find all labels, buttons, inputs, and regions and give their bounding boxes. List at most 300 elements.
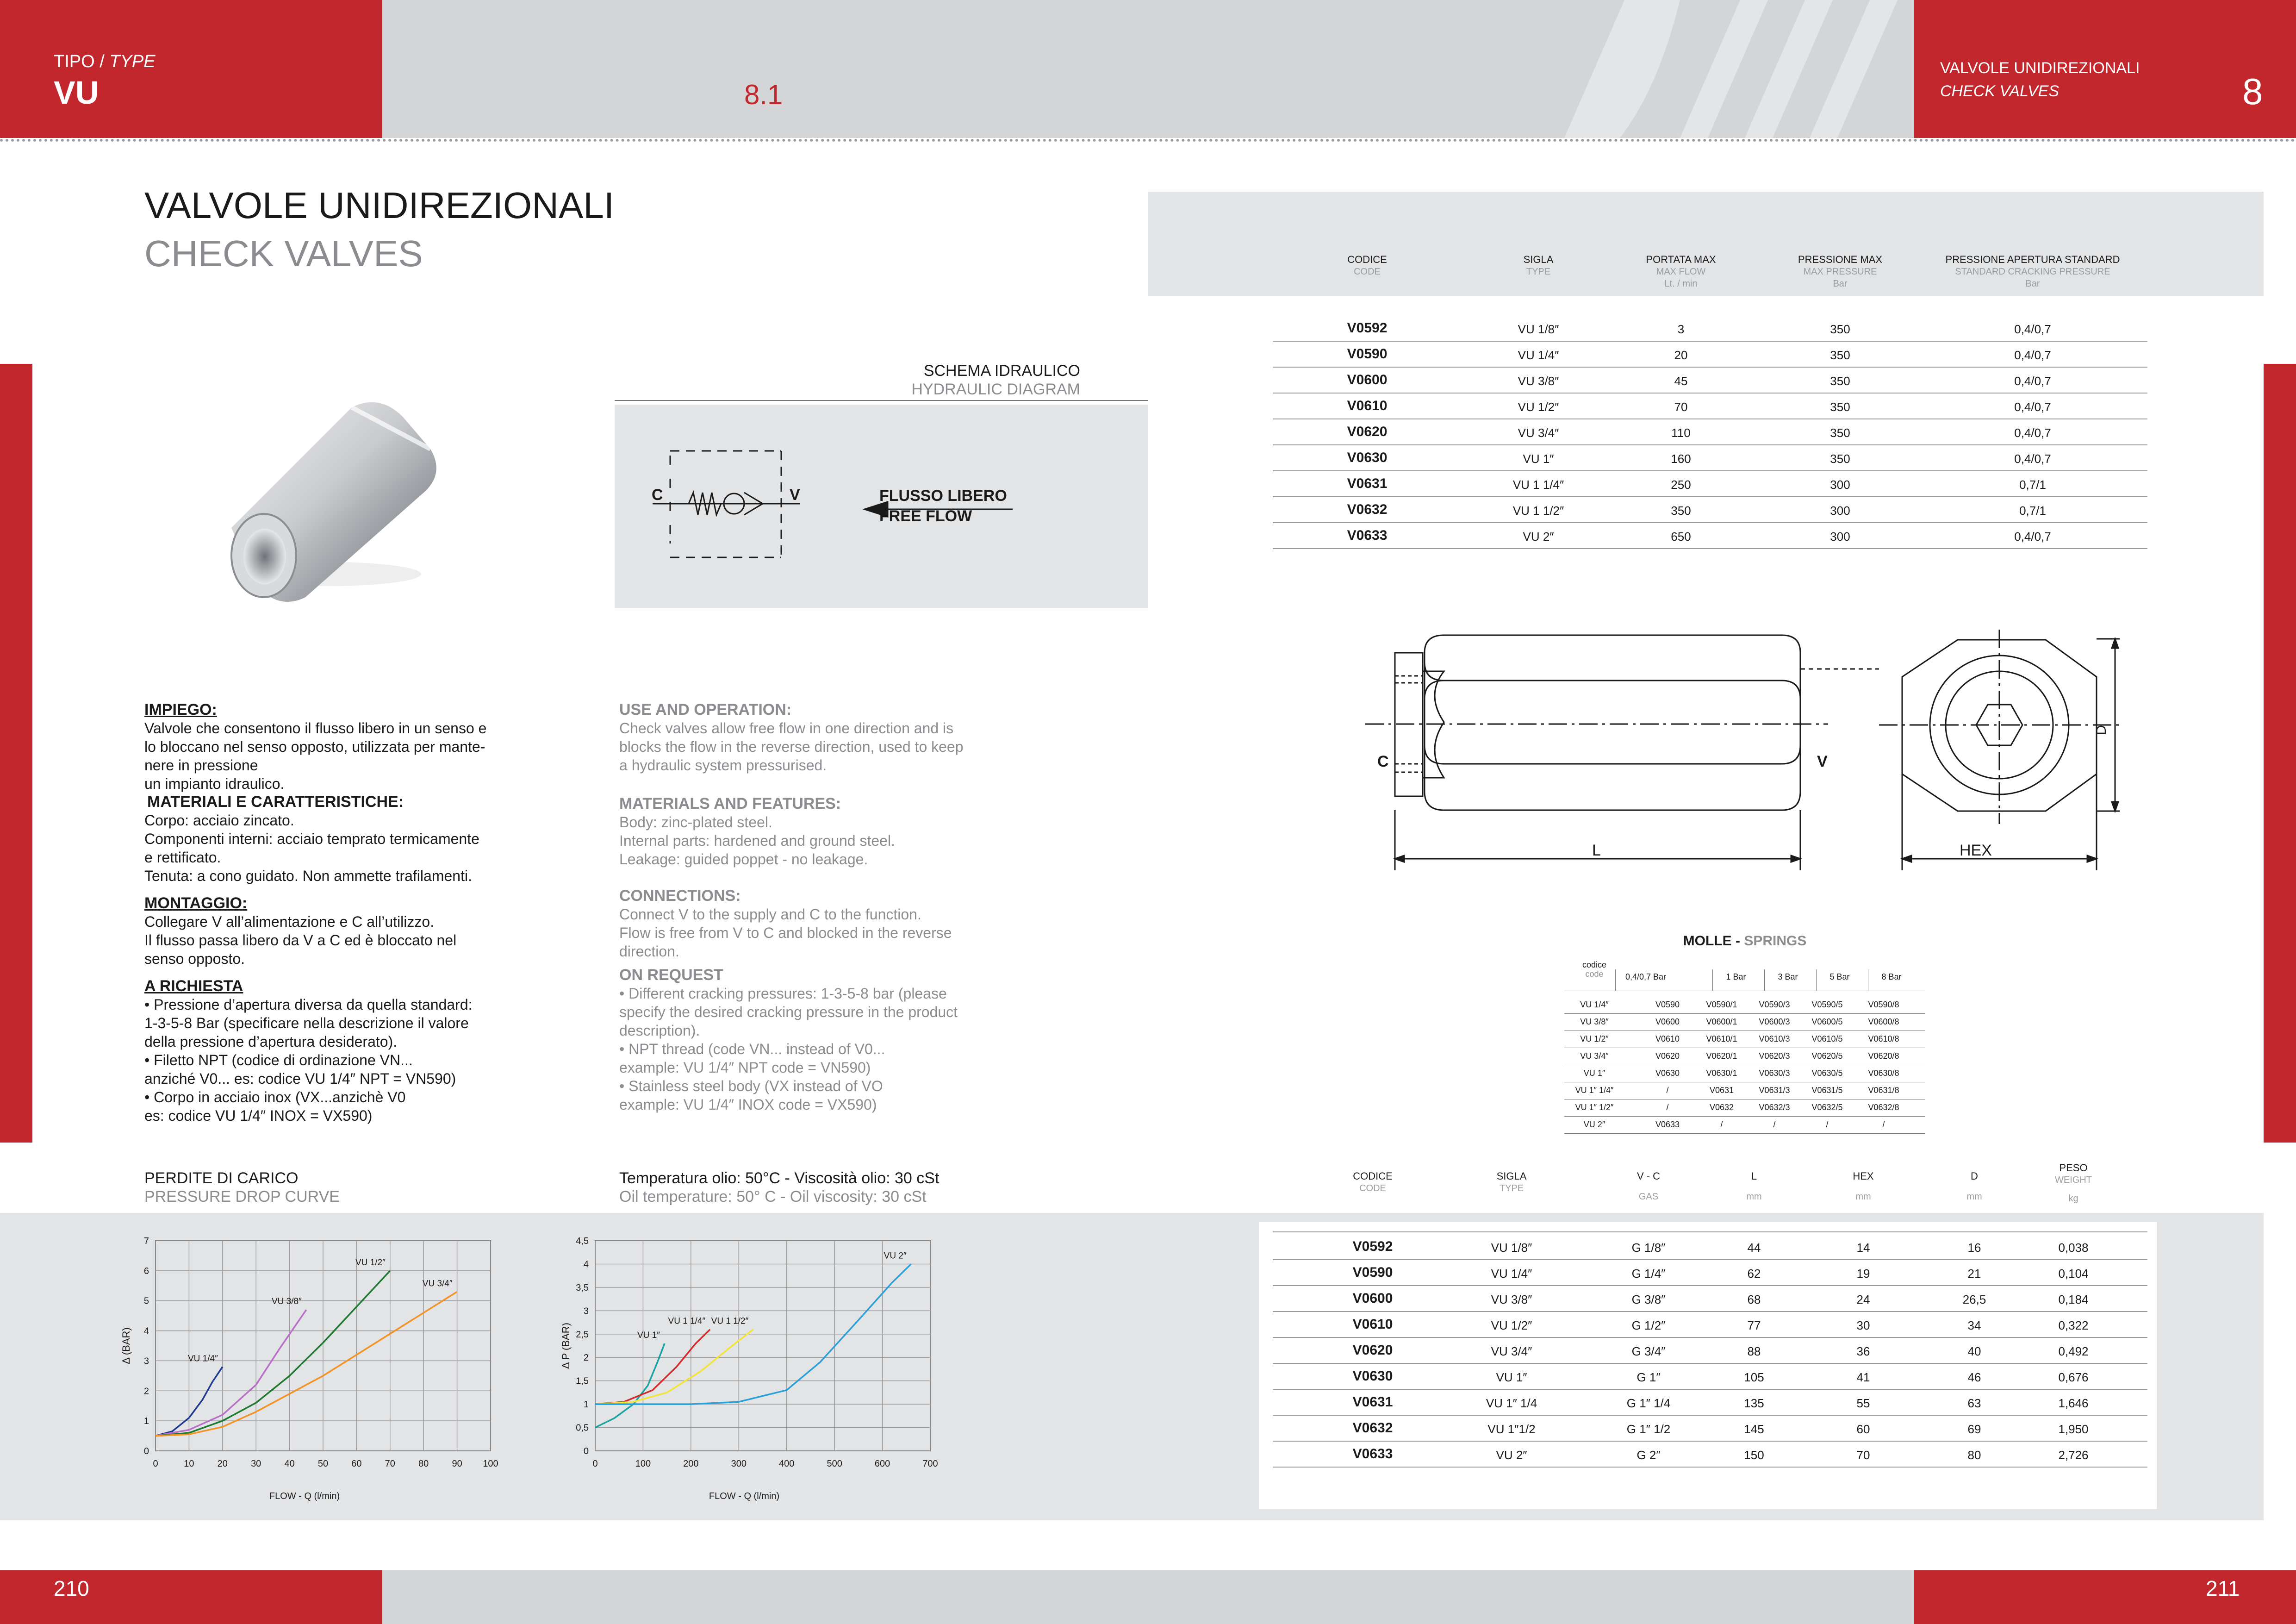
- springs-col-header: 3 Bar: [1764, 969, 1811, 991]
- connections-line-1: Connect V to the supply and C to the function.: [619, 906, 921, 923]
- dim-table-cell: 40: [1967, 1344, 1981, 1358]
- table-cell: VU 1/4″: [1518, 348, 1559, 362]
- dim-table-cell: 135: [1744, 1396, 1764, 1410]
- text-block-en: [619, 701, 1027, 1114]
- dim-table-cell: VU 1/8″: [1491, 1241, 1532, 1255]
- springs-cell: V0632/5: [1811, 1103, 1843, 1112]
- impiego-line-4: un impianto idraulico.: [144, 775, 285, 792]
- series-label: VU 3/4″: [422, 1279, 453, 1289]
- dim-col-header-code: CODICE CODE: [1353, 1170, 1393, 1193]
- materiali-line-1: Corpo: acciaio zincato.: [144, 812, 294, 829]
- dim-table-cell: 16: [1967, 1241, 1981, 1255]
- x-tick-label: 60: [351, 1459, 362, 1469]
- y-tick-label: 3: [143, 1356, 149, 1367]
- page-title-en: CHECK VALVES: [144, 233, 423, 274]
- use-line-2: blocks the flow in the reverse direction, used to keep: [619, 738, 964, 755]
- springs-cell: V0600/5: [1811, 1017, 1843, 1026]
- series-line: [595, 1330, 753, 1404]
- dim-table-cell: 0,038: [2058, 1241, 2089, 1255]
- springs-cell: V0610/1: [1706, 1034, 1737, 1043]
- springs-cell: V0630: [1655, 1068, 1680, 1078]
- dim-table-top-rule: [1273, 1231, 2147, 1232]
- dim-table-cell: 19: [1856, 1267, 1870, 1280]
- y-tick-label: 6: [143, 1266, 149, 1276]
- dim-col-header-weight: PESO WEIGHT kg: [2055, 1162, 2092, 1204]
- impiego-heading: IMPIEGO:: [144, 701, 217, 718]
- springs-cell: V0620: [1655, 1051, 1680, 1061]
- onrequest-heading: ON REQUEST: [619, 966, 723, 984]
- dim-table-cell: 0,184: [2058, 1293, 2089, 1306]
- springs-cell: VU 1″ 1/4″: [1575, 1086, 1614, 1095]
- materials-line-2: Internal parts: hardened and ground steel.: [619, 832, 895, 849]
- x-tick-label: 40: [284, 1459, 295, 1469]
- dim-table-cell: 0,676: [2058, 1370, 2089, 1384]
- dim-table-cell: 69: [1967, 1422, 1981, 1436]
- right-side-bar: [2264, 364, 2296, 1143]
- table-cell: VU 1 1/2″: [1512, 504, 1564, 518]
- springs-col0-header: codice code: [1582, 960, 1607, 979]
- onrequest-line-7: example: VU 1/4″ INOX code = VX590): [619, 1096, 877, 1113]
- dim-table-cell: G 1/2″: [1631, 1318, 1666, 1332]
- springs-cell: V0632/8: [1868, 1103, 1899, 1112]
- springs-cell: V0630/1: [1706, 1068, 1737, 1078]
- springs-cell: V0590/5: [1811, 1000, 1843, 1009]
- diagram-divider: [615, 400, 1148, 401]
- y-tick-label: 0,5: [576, 1423, 589, 1433]
- table-cell: 250: [1671, 478, 1691, 492]
- dim-table-cell: 0,492: [2058, 1344, 2089, 1358]
- dim-col-header-type: SIGLA TYPE: [1496, 1170, 1527, 1193]
- dim-table-cell: 1,950: [2058, 1422, 2089, 1436]
- springs-cell: V0610/5: [1811, 1034, 1843, 1043]
- y-tick-label: 2: [583, 1353, 589, 1363]
- table-row: [1273, 315, 2147, 342]
- springs-title: [1564, 933, 1925, 949]
- y-tick-label: 4,5: [576, 1236, 589, 1246]
- series-label: VU 1 1/4″: [668, 1316, 706, 1326]
- y-tick-label: 7: [143, 1236, 149, 1246]
- table-cell: 0,4/0,7: [2014, 426, 2051, 440]
- table-cell: VU 1 1/4″: [1512, 478, 1564, 492]
- dim-cell-code: V0631: [1352, 1394, 1393, 1410]
- section-number: 8.1: [744, 79, 783, 110]
- y-tick-label: 1,5: [576, 1376, 589, 1387]
- x-axis-label: FLOW - Q (l/min): [269, 1491, 340, 1501]
- connections-line-3: direction.: [619, 943, 679, 960]
- type-label-it: TIPO /: [54, 52, 105, 71]
- table-cell: 300: [1830, 478, 1850, 492]
- springs-cell: VU 3/4″: [1580, 1051, 1609, 1061]
- cell-code: V0610: [1347, 398, 1388, 413]
- springs-cell: VU 1″ 1/2″: [1575, 1103, 1614, 1112]
- springs-title-it: MOLLE -: [1683, 933, 1744, 949]
- chapter-number: 8: [2242, 71, 2263, 112]
- dim-table-cell: 68: [1747, 1293, 1761, 1306]
- dim-table-cell: 30: [1856, 1318, 1870, 1332]
- table-cell: VU 3/4″: [1518, 426, 1559, 440]
- col-header-type: SIGLA TYPE: [1523, 254, 1554, 277]
- dim-table-cell: 105: [1744, 1370, 1764, 1384]
- table-row: [1273, 470, 2147, 497]
- series-label: VU 1″: [637, 1330, 660, 1340]
- dim-table-cell: G 2″: [1636, 1448, 1661, 1462]
- table-cell: 350: [1830, 374, 1850, 388]
- table-cell: 0,7/1: [2019, 504, 2046, 518]
- x-tick-label: 0: [592, 1459, 598, 1469]
- series-label: VU 1 1/2″: [711, 1316, 749, 1326]
- springs-cell: /: [1666, 1103, 1669, 1112]
- dim-col-header-l: L mm: [1746, 1170, 1762, 1202]
- springs-row: [1564, 1116, 1925, 1134]
- technical-drawing: [1365, 625, 2134, 870]
- materials-line-1: Body: zinc-plated steel.: [619, 814, 772, 831]
- table-cell: 110: [1671, 426, 1691, 440]
- springs-cell: V0630/8: [1868, 1068, 1899, 1078]
- x-tick-label: 700: [922, 1459, 938, 1469]
- onrequest-line-6: • Stainless steel body (VX instead of VO: [619, 1078, 883, 1094]
- table-cell: 0,4/0,7: [2014, 400, 2051, 414]
- cell-code: V0632: [1347, 502, 1388, 517]
- springs-col-header: 8 Bar: [1868, 969, 1915, 991]
- y-tick-label: 1: [143, 1416, 149, 1427]
- dim-col-header-hex: HEX mm: [1853, 1170, 1874, 1202]
- use-line-3: a hydraulic system pressurised.: [619, 757, 827, 774]
- springs-cell: V0632: [1709, 1103, 1734, 1112]
- table-cell: 0,4/0,7: [2014, 530, 2051, 543]
- col-header-code: CODICE CODE: [1347, 254, 1387, 277]
- richiesta-line-6: • Corpo in acciaio inox (VX...anzichè V0: [144, 1089, 406, 1106]
- springs-cell: V0620/1: [1706, 1051, 1737, 1061]
- table-cell: VU 1/2″: [1518, 400, 1559, 414]
- materiali-heading: MATERIALI E CARATTERISTICHE:: [147, 793, 404, 811]
- onrequest-line-4: • NPT thread (code VN... instead of V0...: [619, 1041, 885, 1057]
- dim-table-cell: 60: [1856, 1422, 1870, 1436]
- table-cell: 3: [1677, 322, 1685, 336]
- dim-table-row: [1273, 1259, 2147, 1286]
- table-row: [1273, 393, 2147, 419]
- y-tick-label: 2: [143, 1386, 149, 1397]
- cell-code: V0592: [1347, 320, 1388, 336]
- dim-table-cell: 70: [1856, 1448, 1870, 1462]
- dim-table-cell: VU 1/2″: [1491, 1318, 1532, 1332]
- impiego-line-1: Valvole che consentono il flusso libero in un senso e: [144, 720, 487, 737]
- springs-cell: V0600/3: [1759, 1017, 1790, 1026]
- dim-table-cell: G 1/8″: [1631, 1241, 1666, 1255]
- series-label: VU 1/4″: [187, 1354, 218, 1364]
- dim-table-cell: 46: [1967, 1370, 1981, 1384]
- dim-cell-code: V0632: [1352, 1420, 1393, 1436]
- table-cell: 0,4/0,7: [2014, 452, 2051, 466]
- materials-heading: MATERIALS AND FEATURES:: [619, 795, 841, 812]
- diagram-port-v: V: [790, 486, 800, 504]
- table-cell: 350: [1830, 400, 1850, 414]
- table-cell: 350: [1830, 348, 1850, 362]
- diagram-title-it: SCHEMA IDRAULICO: [923, 362, 1080, 380]
- text-block-it: [144, 701, 524, 1125]
- y-tick-label: 4: [143, 1326, 149, 1337]
- x-tick-label: 70: [385, 1459, 395, 1469]
- x-tick-label: 200: [683, 1459, 699, 1469]
- y-axis-label: Δ P (BAR): [560, 1323, 572, 1369]
- x-axis-label: FLOW - Q (l/min): [709, 1491, 780, 1501]
- table-cell: 45: [1674, 374, 1688, 388]
- x-tick-label: 50: [317, 1459, 329, 1469]
- cell-code: V0620: [1347, 424, 1388, 439]
- col-header-cracking-pressure: PRESSIONE APERTURA STANDARD STANDARD CRACKING PRESSURE Bar: [1945, 254, 2120, 289]
- page-number-left: 210: [54, 1576, 89, 1600]
- impiego-line-3: nere in pressione: [144, 757, 258, 774]
- springs-row: [1564, 1048, 1925, 1065]
- montaggio-line-1: Collegare V all’alimentazione e C all’utilizzo.: [144, 913, 435, 930]
- x-tick-label: 90: [452, 1459, 462, 1469]
- pressure-drop-chart-small: [111, 1222, 555, 1509]
- plot-frame: [595, 1241, 930, 1451]
- hydraulic-symbol: [615, 405, 1148, 608]
- springs-cell: V0610: [1655, 1034, 1680, 1043]
- drawing-label-hex: HEX: [1960, 842, 1992, 859]
- table-cell: 0,4/0,7: [2014, 348, 2051, 362]
- dim-table-cell: VU 1″: [1496, 1370, 1527, 1384]
- use-heading: USE AND OPERATION:: [619, 701, 792, 718]
- diagram-title-en: HYDRAULIC DIAGRAM: [911, 381, 1080, 398]
- dim-table-row: [1273, 1285, 2147, 1312]
- col-header-max-pressure: PRESSIONE MAX MAX PRESSURE Bar: [1798, 254, 1883, 289]
- springs-cell: V0590/3: [1759, 1000, 1790, 1009]
- dim-table-cell: VU 1″ 1/4: [1486, 1396, 1537, 1410]
- dim-table-cell: 34: [1967, 1318, 1981, 1332]
- dim-cell-code: V0630: [1352, 1368, 1393, 1384]
- col-header-max-flow: PORTATA MAX MAX FLOW Lt. / min: [1646, 254, 1716, 289]
- dim-table-cell: G 1″: [1636, 1370, 1661, 1384]
- table-cell: 0,4/0,7: [2014, 374, 2051, 388]
- springs-cell: V0610/8: [1868, 1034, 1899, 1043]
- dim-cell-code: V0592: [1352, 1239, 1393, 1254]
- category-it: VALVOLE UNIDIREZIONALI: [1940, 59, 2140, 77]
- springs-col-header: 1 Bar: [1712, 969, 1759, 991]
- dim-table-cell: VU 1″1/2: [1487, 1422, 1536, 1436]
- dim-table-cell: 44: [1747, 1241, 1761, 1255]
- dim-table-cell: 36: [1856, 1344, 1870, 1358]
- dim-table-row: [1273, 1363, 2147, 1390]
- header-dotted-line: [0, 139, 2296, 142]
- x-tick-label: 80: [418, 1459, 429, 1469]
- dim-col-header-d: D mm: [1966, 1170, 1982, 1202]
- series-line: [595, 1330, 710, 1404]
- table-cell: VU 3/8″: [1518, 374, 1559, 388]
- richiesta-line-3: della pressione d’apertura desiderato).: [144, 1033, 398, 1050]
- onrequest-line-5: example: VU 1/4″ NPT code = VN590): [619, 1059, 871, 1076]
- table-cell: 70: [1674, 400, 1688, 414]
- springs-cell: VU 1″: [1583, 1068, 1605, 1078]
- richiesta-line-2: 1-3-5-8 Bar (specificare nella descrizione il valore: [144, 1015, 469, 1031]
- springs-cell: V0633: [1655, 1120, 1680, 1129]
- dim-col-header-vc: V - C GAS: [1636, 1170, 1661, 1202]
- dim-table-cell: 1,646: [2058, 1396, 2089, 1410]
- onrequest-line-2: specify the desired cracking pressure in the product: [619, 1004, 958, 1020]
- springs-cell: VU 2″: [1583, 1120, 1605, 1129]
- x-tick-label: 30: [251, 1459, 261, 1469]
- springs-row: [1564, 996, 1925, 1014]
- onrequest-line-1: • Different cracking pressures: 1-3-5-8 bar (please: [619, 985, 947, 1002]
- springs-cell: /: [1720, 1120, 1723, 1129]
- springs-cell: /: [1826, 1120, 1829, 1129]
- materiali-line-4: Tenuta: a cono guidato. Non ammette trafilamenti.: [144, 868, 472, 884]
- springs-cell: V0620/5: [1811, 1051, 1843, 1061]
- dim-table-cell: VU 1/4″: [1491, 1267, 1532, 1280]
- materiali-line-3: e rettificato.: [144, 849, 221, 866]
- springs-cell: V0630/3: [1759, 1068, 1790, 1078]
- onrequest-line-3: description).: [619, 1022, 700, 1039]
- richiesta-line-5: anziché V0... es: codice VU 1/4″ NPT = VN590): [144, 1070, 456, 1087]
- table-cell: 160: [1671, 452, 1691, 466]
- springs-cell: V0632/3: [1759, 1103, 1790, 1112]
- dim-table-cell: 2,726: [2058, 1448, 2089, 1462]
- pressure-drop-chart-large: [551, 1222, 995, 1509]
- table-cell: 350: [1830, 322, 1850, 336]
- springs-cell: /: [1666, 1086, 1669, 1095]
- dim-table-row: [1273, 1337, 2147, 1364]
- dim-table-row: [1273, 1233, 2147, 1260]
- richiesta-heading: A RICHIESTA: [144, 977, 243, 995]
- impiego-line-2: lo bloccano nel senso opposto, utilizzata per mante-: [144, 738, 485, 755]
- x-tick-label: 0: [153, 1459, 158, 1469]
- springs-cell: V0631/8: [1868, 1086, 1899, 1095]
- springs-col-header: 0,4/0,7 Bar: [1615, 969, 1676, 991]
- oil-info-en: Oil temperature: 50° C - Oil viscosity: 30 cSt: [619, 1188, 927, 1206]
- x-tick-label: 20: [217, 1459, 228, 1469]
- dim-table-row: [1273, 1441, 2147, 1468]
- dim-table-cell: 62: [1747, 1267, 1761, 1280]
- category-en: CHECK VALVES: [1940, 82, 2060, 100]
- cell-code: V0590: [1347, 346, 1388, 362]
- dim-cell-code: V0590: [1352, 1265, 1393, 1280]
- springs-row: [1564, 1099, 1925, 1117]
- table-cell: 0,4/0,7: [2014, 322, 2051, 336]
- springs-cell: /: [1882, 1120, 1885, 1129]
- oil-info-it: Temperatura olio: 50°C - Viscosità olio: 30 cSt: [619, 1169, 940, 1187]
- table-row: [1273, 496, 2147, 523]
- free-flow-en: FREE FLOW: [879, 507, 972, 525]
- springs-cell: VU 1/2″: [1580, 1034, 1609, 1043]
- dim-table-cell: 41: [1856, 1370, 1870, 1384]
- materials-line-3: Leakage: guided poppet - no leakage.: [619, 851, 868, 868]
- richiesta-line-4: • Filetto NPT (codice di ordinazione VN...: [144, 1052, 413, 1068]
- dim-table-cell: G 1/4″: [1631, 1267, 1666, 1280]
- drawing-label-v: V: [1817, 753, 1828, 770]
- x-tick-label: 100: [483, 1459, 498, 1469]
- type-label: [54, 52, 156, 72]
- springs-cell: V0630/5: [1811, 1068, 1843, 1078]
- springs-cell: V0590/1: [1706, 1000, 1737, 1009]
- montaggio-line-2: Il flusso passa libero da V a C ed è bloccato nel: [144, 932, 457, 949]
- springs-row: [1564, 1082, 1925, 1099]
- series-line: [156, 1292, 457, 1436]
- header-stripes-graphic: [1527, 0, 1914, 138]
- dim-cell-code: V0600: [1352, 1291, 1393, 1306]
- cell-code: V0600: [1347, 372, 1388, 387]
- x-tick-label: 500: [827, 1459, 842, 1469]
- springs-cell: /: [1773, 1120, 1776, 1129]
- springs-cell: V0610/3: [1759, 1034, 1790, 1043]
- y-tick-label: 0: [143, 1446, 149, 1456]
- type-label-en: TYPE: [109, 52, 156, 71]
- springs-cell: V0590/8: [1868, 1000, 1899, 1009]
- springs-cell: V0620/3: [1759, 1051, 1790, 1061]
- drawing-label-d: D: [2093, 725, 2109, 735]
- table-cell: 300: [1830, 530, 1850, 543]
- materiali-line-2: Componenti interni: acciaio temprato termicamente: [144, 831, 479, 847]
- page-title-it: VALVOLE UNIDIREZIONALI: [144, 185, 615, 226]
- springs-cell: VU 3/8″: [1580, 1017, 1609, 1026]
- drawing-label-c: C: [1377, 753, 1389, 770]
- y-tick-label: 3: [583, 1306, 589, 1317]
- dim-table-cell: G 3/8″: [1631, 1293, 1666, 1306]
- free-flow-it: FLUSSO LIBERO: [879, 487, 1007, 505]
- table-cell: VU 1/8″: [1518, 322, 1559, 336]
- pressure-drop-it: PERDITE DI CARICO: [144, 1169, 299, 1187]
- dim-table-cell: 14: [1856, 1241, 1870, 1255]
- x-tick-label: 10: [184, 1459, 194, 1469]
- dim-cell-code: V0610: [1352, 1317, 1393, 1332]
- montaggio-line-3: senso opposto.: [144, 950, 245, 967]
- y-tick-label: 5: [143, 1296, 149, 1306]
- table-row: [1273, 367, 2147, 394]
- page-number-right: 211: [2206, 1576, 2240, 1600]
- springs-cell: VU 1/4″: [1580, 1000, 1609, 1009]
- series-line: [156, 1271, 390, 1436]
- richiesta-line-1: • Pressione d’apertura diversa da quella standard:: [144, 996, 473, 1013]
- dim-table-cell: 88: [1747, 1344, 1761, 1358]
- series-label: VU 1/2″: [355, 1257, 386, 1268]
- dim-table-cell: VU 3/4″: [1491, 1344, 1532, 1358]
- table-row: [1273, 418, 2147, 445]
- dim-table-cell: G 3/4″: [1631, 1344, 1666, 1358]
- dim-table-cell: 26,5: [1962, 1293, 1986, 1306]
- springs-row: [1564, 1031, 1925, 1048]
- dim-table-cell: 21: [1967, 1267, 1981, 1280]
- pressure-drop-en: PRESSURE DROP CURVE: [144, 1188, 340, 1206]
- table-cell: 20: [1674, 348, 1688, 362]
- cell-code: V0633: [1347, 528, 1388, 543]
- dim-table-cell: 145: [1744, 1422, 1764, 1436]
- springs-row: [1564, 1013, 1925, 1031]
- table-row: [1273, 444, 2147, 471]
- springs-cell: V0631: [1709, 1086, 1734, 1095]
- series-label: VU 3/8″: [271, 1297, 302, 1307]
- dim-table-cell: 0,322: [2058, 1318, 2089, 1332]
- dim-cell-code: V0620: [1352, 1343, 1393, 1358]
- x-tick-label: 600: [874, 1459, 890, 1469]
- table-cell: 650: [1671, 530, 1691, 543]
- dim-table-cell: G 1″ 1/4: [1626, 1396, 1671, 1410]
- dim-table-row: [1273, 1389, 2147, 1416]
- springs-cell: V0590: [1655, 1000, 1680, 1009]
- table-row: [1273, 341, 2147, 368]
- dim-table-cell: G 1″ 1/2: [1626, 1422, 1671, 1436]
- series-line: [595, 1343, 665, 1428]
- table-cell: 0,7/1: [2019, 478, 2046, 492]
- type-code: VU: [54, 75, 99, 111]
- springs-title-en: SPRINGS: [1744, 933, 1807, 949]
- y-tick-label: 4: [583, 1259, 589, 1270]
- dim-table-cell: VU 2″: [1496, 1448, 1527, 1462]
- montaggio-heading: MONTAGGIO:: [144, 894, 248, 912]
- springs-cell: V0600/1: [1706, 1017, 1737, 1026]
- springs-cell: V0600/8: [1868, 1017, 1899, 1026]
- y-tick-label: 0: [583, 1446, 589, 1456]
- connections-heading: CONNECTIONS:: [619, 887, 741, 905]
- dim-table-cell: 55: [1856, 1396, 1870, 1410]
